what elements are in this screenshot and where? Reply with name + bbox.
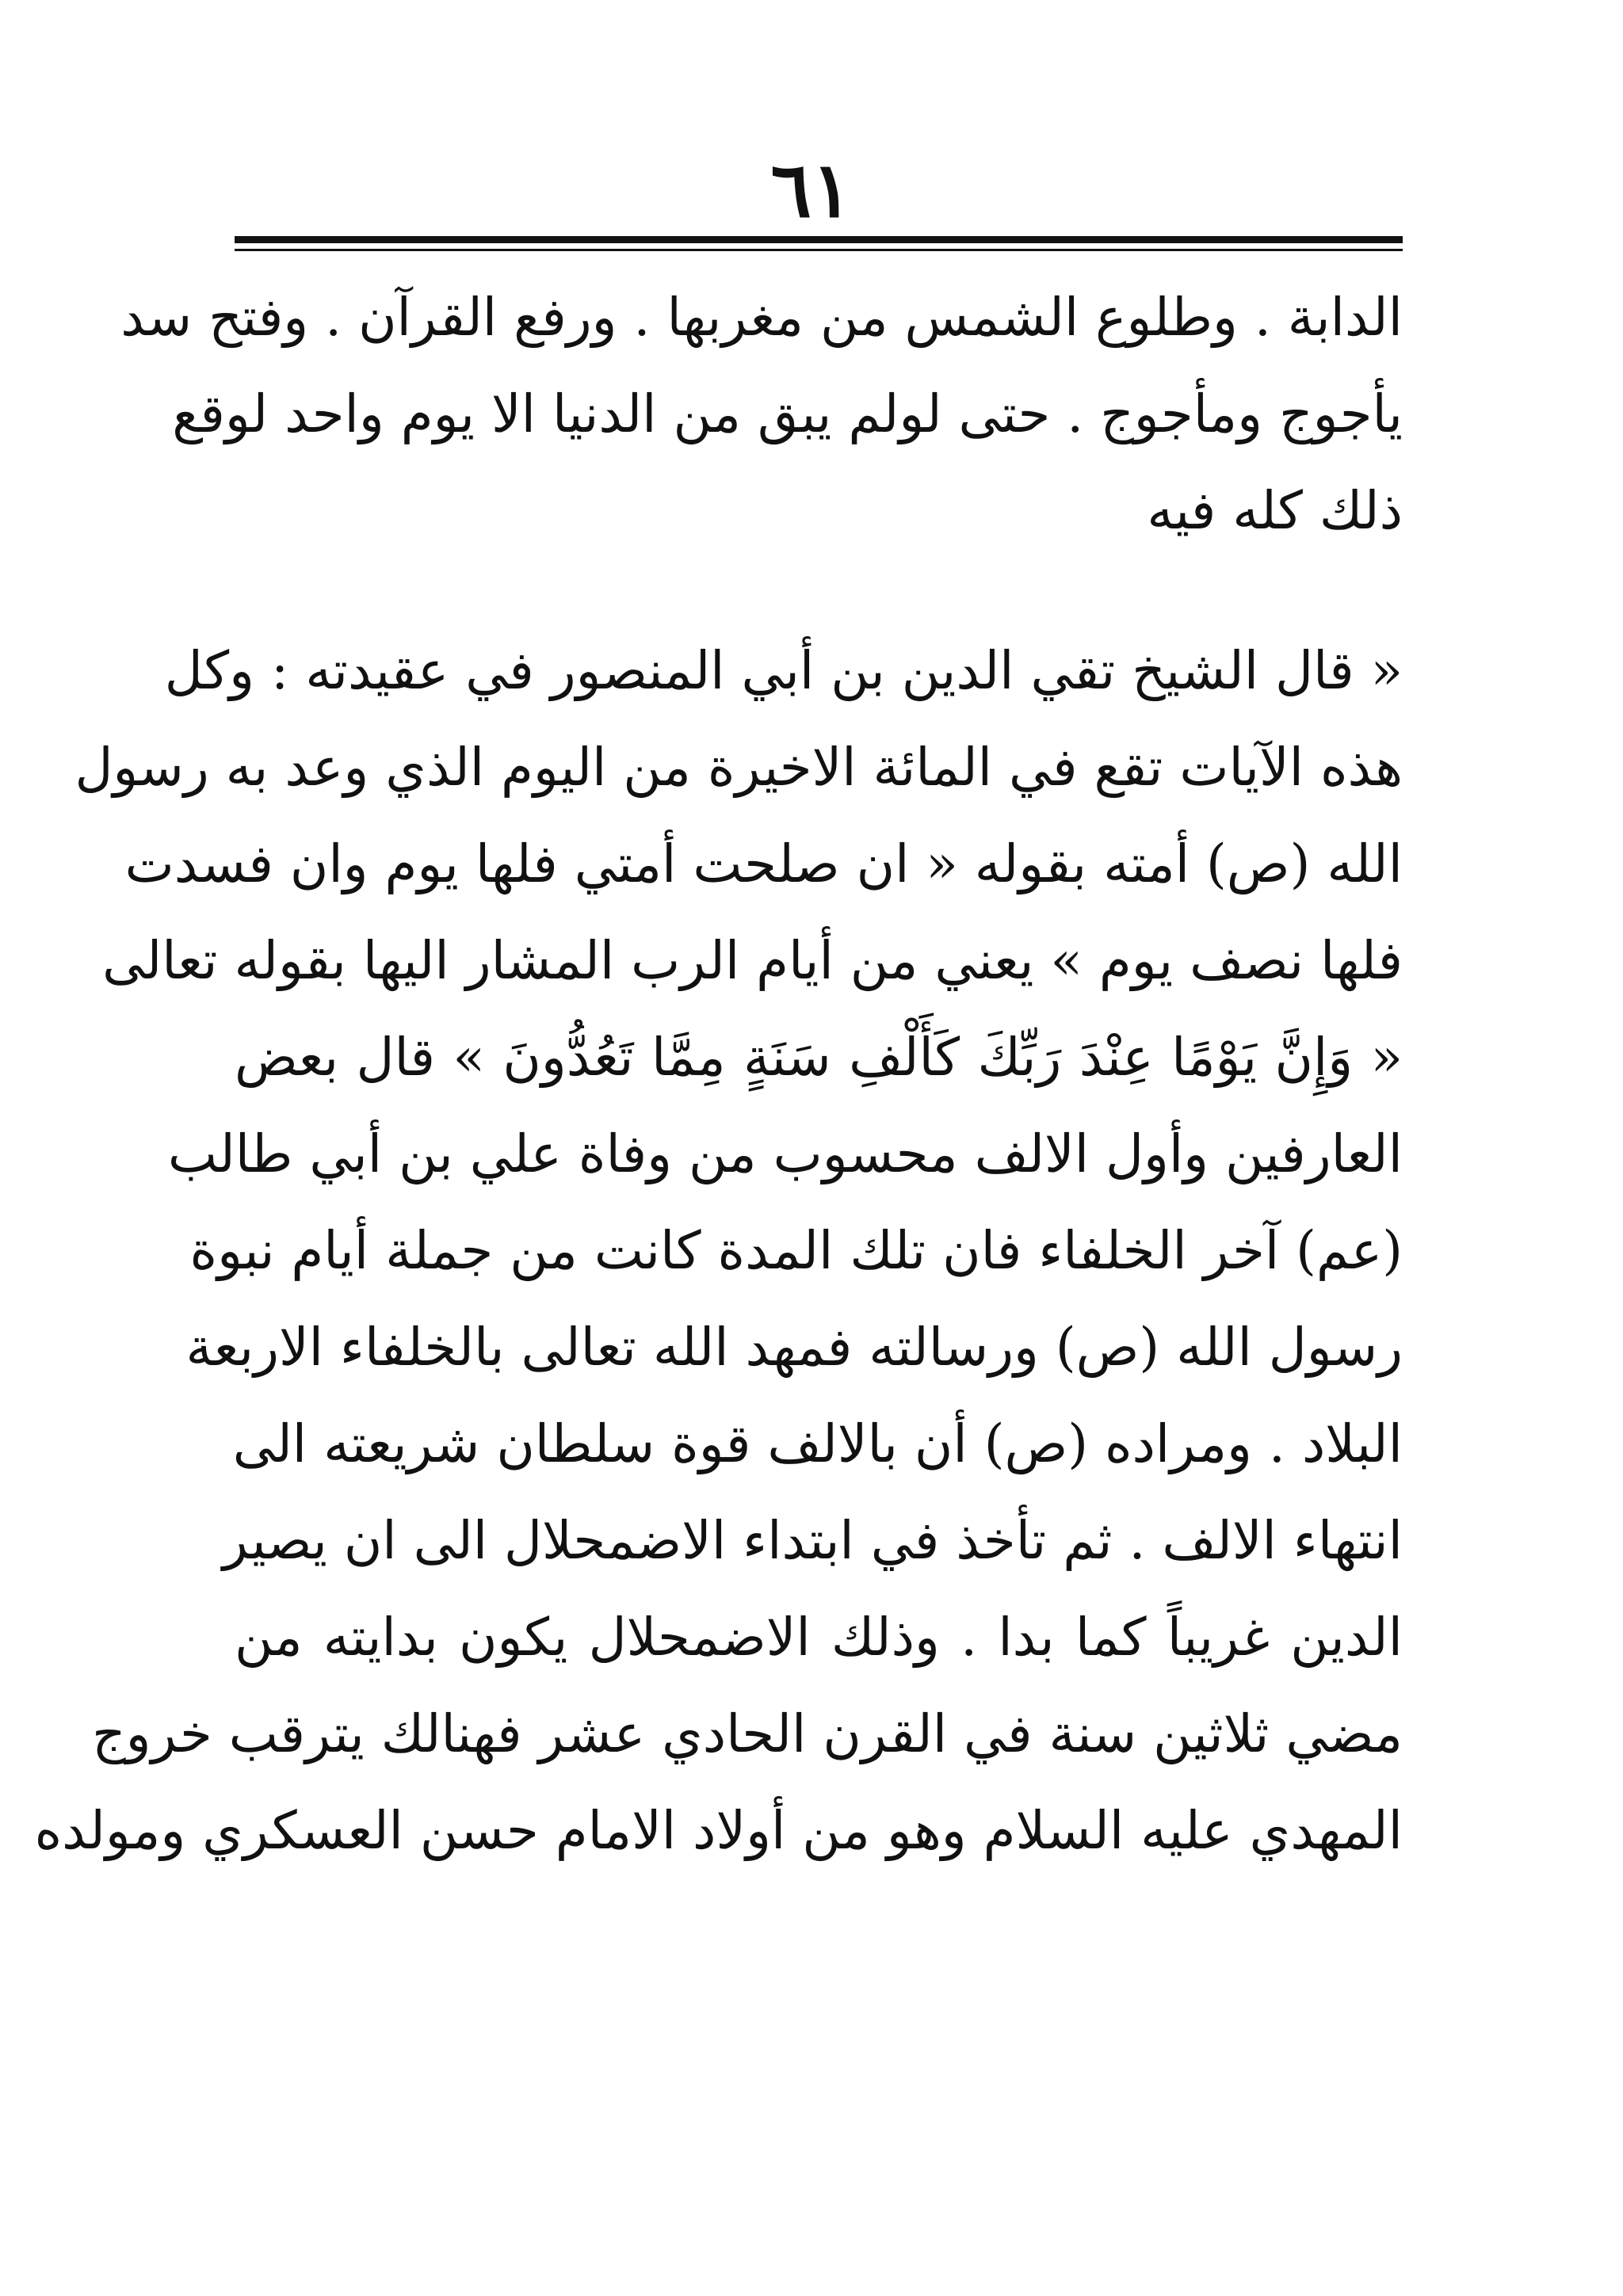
text-line: مضي ثلاثين سنة في القرن الحادي عشر فهنالك يترقب خروج <box>92 1703 1403 1764</box>
text-line: المهدي عليه السلام وهو من أولاد الامام حسن العسكري ومولده <box>34 1800 1403 1861</box>
body-text <box>34 269 1403 1879</box>
text-line: ذلك كله فيه <box>1147 480 1403 541</box>
text-line: الدين غريباً كما بدا . وذلك الاضمحلال يكون بدايته من <box>235 1607 1403 1668</box>
text-line: انتهاء الالف . ثم تأخذ في ابتداء الاضمحلال الى ان يصير <box>222 1510 1403 1571</box>
text-line: هذه الآيات تقع في المائة الاخيرة من اليوم الذي وعد به رسول <box>74 737 1403 798</box>
text-line: العارفين وأول الالف محسوب من وفاة علي بن أبي طالب <box>167 1123 1403 1184</box>
page-number: ٦١ <box>770 145 853 235</box>
text-line: « قال الشيخ تقي الدين بن أبي المنصور في عقيدته : وكل <box>164 640 1403 701</box>
paragraph-2 <box>34 623 1403 1879</box>
text-line: (عم) آخر الخلفاء فان تلك المدة كانت من جملة أيام نبوة <box>189 1220 1403 1281</box>
text-line: يأجوج ومأجوج . حتى لولم يبق من الدنيا الا يوم واحد لوقع <box>172 383 1403 444</box>
text-line: البلاد . ومراده (ص) أن بالالف قوة سلطان شريعته الى <box>232 1413 1403 1474</box>
quran-verse-line: « وَإِنَّ يَوْمًا عِنْدَ رَبِّكَ كَأَلْفِ سَنَةٍ مِمَّا تَعُدُّونَ » قال بعض <box>235 1027 1403 1088</box>
paragraph-gap <box>235 559 1403 623</box>
paragraph-1 <box>120 269 1403 559</box>
text-line: الدابة . وطلوع الشمس من مغربها . ورفع القرآن . وفتح سد <box>120 287 1403 348</box>
header-rule-thick <box>235 236 1403 243</box>
text-line: رسول الله (ص) ورسالته فمهد الله تعالى بالخلفاء الاربعة <box>185 1317 1403 1378</box>
header-rule-thin <box>235 249 1403 251</box>
text-line: فلها نصف يوم » يعني من أيام الرب المشار اليها بقوله تعالى <box>102 930 1403 991</box>
text-line: الله (ص) أمته بقوله « ان صلحت أمتي فلها يوم وان فسدت <box>124 833 1403 894</box>
